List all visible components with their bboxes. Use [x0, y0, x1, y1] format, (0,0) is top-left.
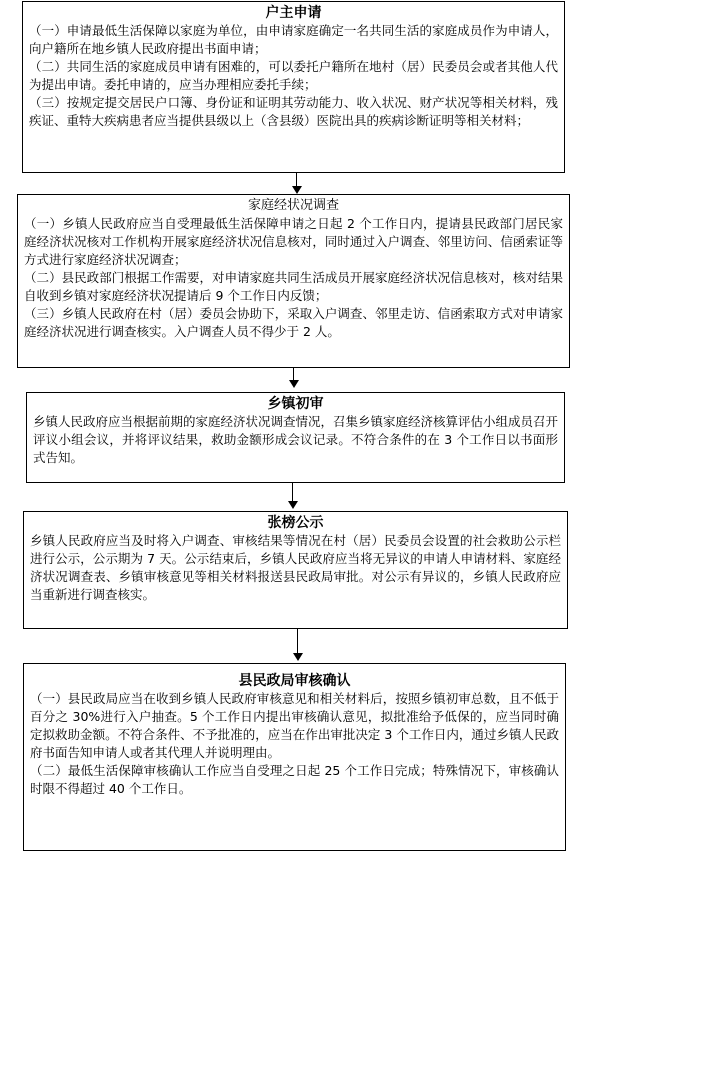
step-paragraph: （一）县民政局应当在收到乡镇人民政府审核意见和相关材料后，按照乡镇初审总数，且不低于百分之 30%进行入户抽查。5 个工作日内提出审核确认意见，拟批准给予低保的，应当同时确定拟救助金额。不符合条件、不予批准的，应当在作出审批决定 3 个工作日内，通过乡镇人民政府书面告知申请人或者其代理人并说明理由。 [30, 691, 559, 760]
step-title: 张榜公示 [267, 515, 324, 531]
step-paragraph: （二）县民政部门根据工作需要，对申请家庭共同生活成员开展家庭经济状况信息核对，核对结果自收到乡镇对家庭经济状况提请后 9 个工作日内反馈； [24, 270, 563, 303]
step-title: 乡镇初审 [267, 396, 324, 412]
flow-arrow-1 [292, 173, 302, 194]
step-box-family-economic-investigation [17, 194, 570, 368]
step-paragraph: （二）共同生活的家庭成员申请有困难的，可以委托户籍所在地村（居）民委员会或者其他人代为提出申请。委托申请的，应当办理相应委托手续； [29, 59, 558, 92]
step-title: 家庭经状况调查 [247, 198, 339, 213]
step-box-public-notice [23, 511, 568, 629]
step-paragraph: 乡镇人民政府应当根据前期的家庭经济状况调查情况，召集乡镇家庭经济核算评估小组成员召开评议小组会议，并将评议结果，救助金额形成会议记录。不符合条件的在 3 个工作日以书面形式告知。 [33, 414, 559, 465]
flow-arrow-4 [293, 629, 303, 661]
flow-arrow-3 [288, 483, 298, 509]
step-body [30, 690, 559, 798]
step-box-household-application [22, 1, 565, 173]
step-body [29, 22, 558, 130]
step-box-township-preliminary-review [26, 392, 565, 483]
step-paragraph: （三）按规定提交居民户口簿、身份证和证明其劳动能力、收入状况、财产状况等相关材料，残疾证、重特大疾病患者应当提供县级以上（含县级）医院出具的疾病诊断证明等相关材料； [29, 95, 558, 128]
step-body [24, 215, 563, 341]
step-paragraph: 乡镇人民政府应当及时将入户调查、审核结果等情况在村（居）民委员会设置的社会救助公示栏进行公示，公示期为 7 天。公示结束后，乡镇人民政府应当将无异议的申请人申请材料、家庭经济状况调查表、乡镇审核意见等相关材料报送县民政局审批。对公示有异议的，乡镇人民政府应当重新进行调查核实。 [30, 533, 561, 602]
flow-arrow-2 [289, 368, 299, 388]
step-title: 县民政局审核确认 [238, 673, 351, 689]
step-paragraph: （一）乡镇人民政府应当自受理最低生活保障申请之日起 2 个工作日内，提请县民政部门居民家庭经济状况核对工作机构开展家庭经济状况信息核对，同时通过入户调查、邻里访问、信函索证等方式进行家庭经济状况调查； [24, 216, 563, 267]
step-title: 户主申请 [265, 5, 322, 21]
step-box-county-civil-affairs-confirmation [23, 663, 566, 851]
step-body [30, 532, 561, 604]
step-paragraph: （三）乡镇人民政府在村（居）委员会协助下，采取入户调查、邻里走访、信函索取方式对申请家庭经济状况进行调查核实。入户调查人员不得少于 2 人。 [24, 306, 563, 339]
step-paragraph: （一）申请最低生活保障以家庭为单位，由申请家庭确定一名共同生活的家庭成员作为申请人，向户籍所在地乡镇人民政府提出书面申请； [29, 23, 558, 56]
step-paragraph: （二）最低生活保障审核确认工作应当自受理之日起 25 个工作日完成；特殊情况下，审核确认时限不得超过 40 个工作日。 [30, 763, 559, 796]
step-body [33, 413, 558, 467]
